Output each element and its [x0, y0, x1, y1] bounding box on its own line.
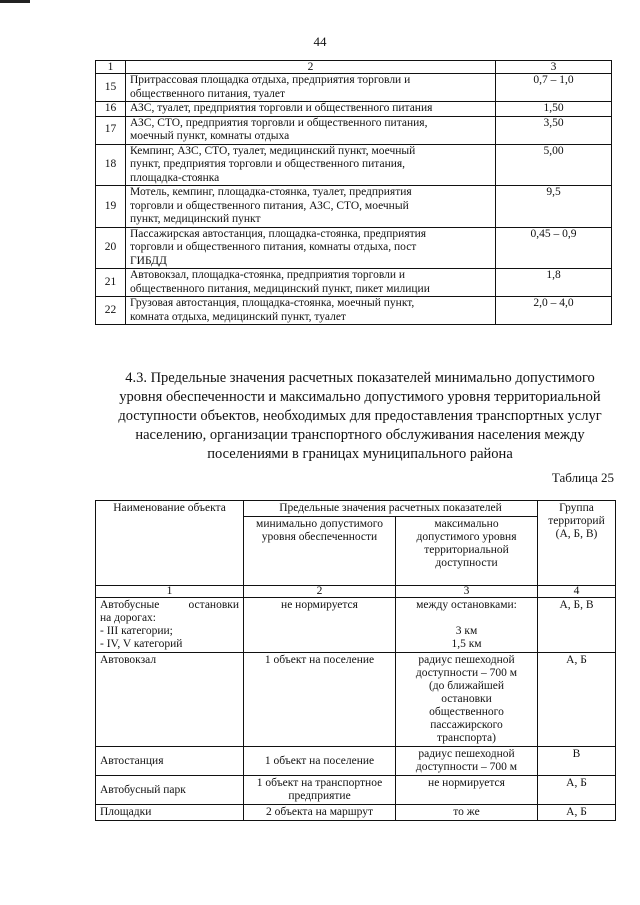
text-line: Грузовая автостанция, площадка-стоянка, моечный пункт, — [130, 297, 415, 309]
table-row — [96, 186, 612, 228]
header-group — [538, 501, 616, 586]
group-value: В — [538, 747, 616, 776]
table-row — [96, 598, 616, 653]
text-line: общественного питания, медицинский пункт, пикет милиции — [130, 282, 430, 295]
text-line: пункт, предприятия торговли и общественного питания, — [130, 158, 406, 170]
row-description — [126, 116, 496, 144]
text-line: транспорта) — [437, 732, 496, 744]
text-line: общественного питания, туалет — [130, 87, 286, 100]
page-number: 44 — [313, 34, 327, 49]
road-service-table — [95, 60, 612, 325]
object-name: Автобусный парк — [96, 776, 244, 805]
header-cell: 2 — [126, 61, 496, 74]
table-row — [96, 297, 612, 325]
text-line: АЗС, СТО, предприятия торговли и общественного питания, — [130, 116, 428, 129]
text-line: радиус пешеходной — [418, 654, 515, 666]
group-value: А, Б — [538, 653, 616, 747]
text-line: территорий — [548, 515, 605, 527]
row-number: 16 — [96, 102, 126, 117]
text-line: Пассажирская автостанция, площадка-стоянка, предприятия — [130, 227, 427, 240]
text-line: предприятие — [288, 790, 351, 802]
text-line: ГИБДД — [130, 254, 167, 267]
min-value: 1 объект на поселение — [244, 653, 396, 747]
text-line: - IV, V категорий — [100, 638, 183, 650]
text-line: общественного — [429, 706, 504, 718]
row-number: 17 — [96, 116, 126, 144]
column-number: 2 — [244, 586, 396, 598]
text-line: Группа — [559, 502, 594, 514]
section-title — [100, 369, 620, 464]
text-line: 1,5 км — [451, 638, 482, 650]
row-number: 21 — [96, 269, 126, 297]
max-value — [396, 653, 538, 747]
max-value: то же — [396, 805, 538, 821]
text-line: Автовокзал, площадка-стоянка, предприятия торговли и — [130, 269, 406, 281]
min-value: 1 объект на поселение — [244, 747, 396, 776]
text-line: на дорогах: — [100, 612, 157, 624]
text-line: 1 объект на транспортное — [256, 777, 383, 789]
text-line: пассажирского — [430, 719, 503, 731]
text-line: максимально — [434, 518, 499, 530]
transport-standards-table — [95, 500, 616, 821]
text-line: Кемпинг, АЗС, СТО, туалет, медицинский пункт, моечный — [130, 144, 416, 157]
header-limits: Предельные значения расчетных показателей — [244, 501, 538, 517]
table-row — [96, 74, 612, 102]
text-line: (А, Б, В) — [555, 528, 598, 540]
max-value — [396, 598, 538, 653]
text-line: остановки — [441, 693, 492, 705]
group-value: А, Б — [538, 805, 616, 821]
title-line: уровня обеспеченности и максимально допустимого уровня территориальной — [119, 389, 601, 405]
table-row — [96, 805, 616, 821]
row-number: 20 — [96, 227, 126, 269]
column-number-row — [96, 586, 616, 598]
row-value: 9,5 — [496, 186, 612, 228]
text-line — [400, 612, 533, 625]
min-value — [244, 776, 396, 805]
row-number: 22 — [96, 297, 126, 325]
table-row — [96, 102, 612, 117]
object-name: Площадки — [96, 805, 244, 821]
text-line: допустимого уровня — [416, 531, 517, 543]
text-line: Автобусные остановки — [100, 599, 239, 611]
row-value: 0,45 – 0,9 — [496, 227, 612, 269]
text-line: пункт, медицинский пункт — [130, 213, 261, 225]
text-line: Притрассовая площадка отдыха, предприятия торговли и — [130, 74, 411, 86]
row-number: 15 — [96, 74, 126, 102]
header-cell: 1 — [96, 61, 126, 74]
header-max — [396, 517, 538, 586]
header-object: Наименование объекта — [96, 501, 244, 586]
row-value: 0,7 – 1,0 — [496, 74, 612, 102]
column-number: 4 — [538, 586, 616, 598]
row-description — [126, 269, 496, 297]
row-description — [126, 186, 496, 228]
min-value: не нормируется — [244, 598, 396, 653]
text-line: моечный пункт, комнаты отдыха — [130, 130, 290, 142]
text-line: уровня обеспеченности — [261, 531, 378, 543]
text-line: торговли и общественного питания, АЗС, СТО, моечный — [130, 199, 409, 212]
column-number: 3 — [396, 586, 538, 598]
max-value: не нормируется — [396, 776, 538, 805]
title-line: поселениями в границах муниципального района — [207, 446, 513, 462]
group-value: А, Б, В — [538, 598, 616, 653]
object-name: Автостанция — [96, 747, 244, 776]
text-line: Мотель, кемпинг, площадка-стоянка, туалет, предприятия — [130, 186, 412, 198]
object-name — [96, 598, 244, 653]
row-value: 3,50 — [496, 116, 612, 144]
text-line: - III категории; — [100, 625, 173, 637]
text-line: радиус пешеходной — [418, 748, 515, 760]
corner-mark — [0, 0, 30, 3]
row-value: 1,8 — [496, 269, 612, 297]
header-min — [244, 517, 396, 586]
table-row — [96, 144, 612, 186]
row-number: 19 — [96, 186, 126, 228]
row-description — [126, 144, 496, 186]
text-line: (до ближайшей — [428, 680, 505, 692]
table-caption: Таблица 25 — [551, 470, 614, 485]
text-line: доступности – 700 м — [415, 667, 518, 679]
table-row — [96, 747, 616, 776]
row-description — [126, 227, 496, 269]
table-row — [96, 653, 616, 747]
title-line: населению, организации транспортного обслуживания населения между — [135, 427, 585, 443]
text-line: минимально допустимого — [256, 518, 383, 530]
table-row — [96, 776, 616, 805]
row-value: 2,0 – 4,0 — [496, 297, 612, 325]
row-number: 18 — [96, 144, 126, 186]
min-value: 2 объекта на маршрут — [244, 805, 396, 821]
header-cell: 3 — [496, 61, 612, 74]
text-line: доступности — [435, 557, 498, 569]
row-description — [126, 297, 496, 325]
title-line: доступности объектов, необходимых для предоставления транспортных услуг — [118, 408, 602, 424]
max-value — [396, 747, 538, 776]
text-line: между остановками: — [416, 599, 517, 611]
title-line: 4.3. Предельные значения расчетных показателей минимально допустимого — [125, 370, 595, 386]
column-number: 1 — [96, 586, 244, 598]
row-description — [126, 102, 496, 117]
text-line: АЗС, туалет, предприятия торговли и общественного питания — [130, 102, 433, 114]
text-line: площадка-стоянка — [130, 171, 220, 184]
text-line: 3 км — [455, 625, 478, 637]
row-description — [126, 74, 496, 102]
table-row — [96, 269, 612, 297]
group-value: А, Б — [538, 776, 616, 805]
text-line: комната отдыха, медицинский пункт, туалет — [130, 310, 346, 323]
row-value: 5,00 — [496, 144, 612, 186]
table-header-row — [96, 501, 616, 517]
row-value: 1,50 — [496, 102, 612, 117]
text-line: территориальной — [424, 544, 509, 556]
object-name: Автовокзал — [96, 653, 244, 747]
table-row — [96, 227, 612, 269]
table-header-row — [96, 61, 612, 74]
text-line: торговли и общественного питания, комнаты отдыха, пост — [130, 241, 417, 253]
text-line: доступности – 700 м — [415, 761, 518, 773]
table-row — [96, 116, 612, 144]
